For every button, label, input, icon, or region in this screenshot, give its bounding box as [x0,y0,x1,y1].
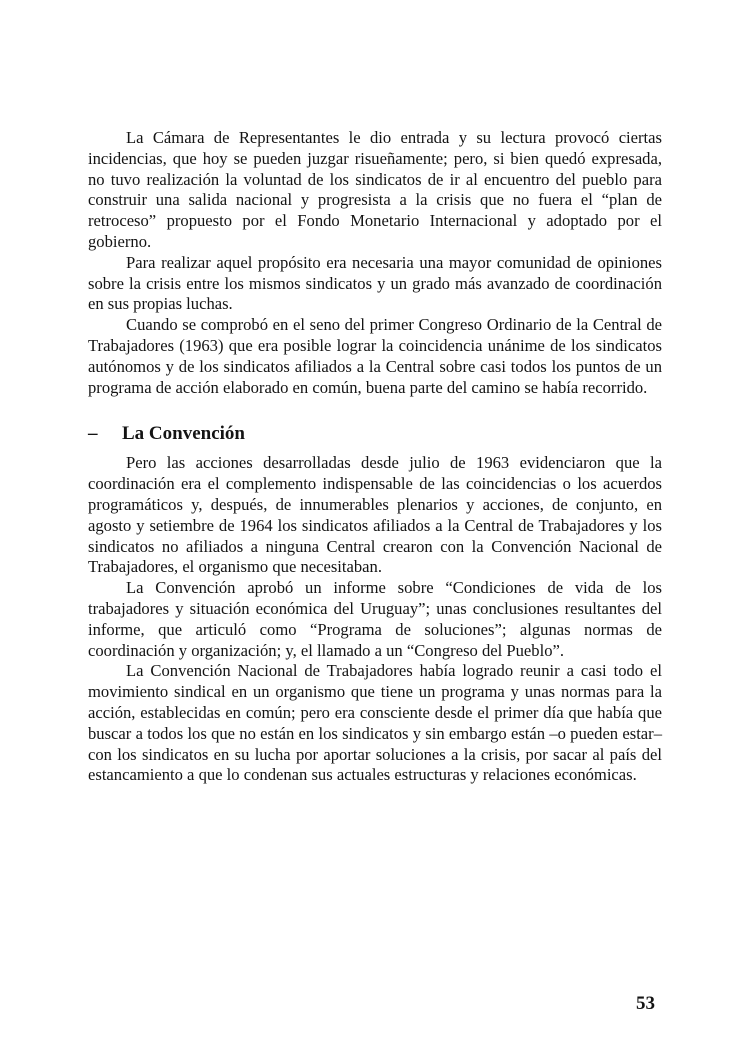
page-number: 53 [636,993,655,1014]
paragraph: La Convención aprobó un informe sobre “Condiciones de vida de los trabajadores y situación económica del Uruguay”; unas conclusiones resultantes del informe, que articuló como “Programa de soluciones”; algunas normas de coordinación y organización; y, el llamado a un “Congreso del Pueblo”. [88,578,662,660]
paragraph: Cuando se comprobó en el seno del primer Congreso Ordinario de la Central de Trabajadores (1963) que era posible lograr la coincidencia unánime de los sindicatos autónomos y de los sindicatos afiliados a la Central sobre casi todos los puntos de un programa de acción elaborado en común, buena parte del camino se había recorrido. [88,315,662,397]
paragraph: La Cámara de Representantes le dio entrada y su lectura provocó ciertas incidencias, que hoy se pueden juzgar risueñamente; pero, si bien quedó expresada, no tuvo realización la voluntad de los sindicatos de ir al encuentro del pueblo para construir una salida nacional y progresista a la crisis que no fuera el “plan de retroceso” propuesto por el Fondo Monetario Internacional y adoptado por el gobierno. [88,128,662,251]
section-heading [88,419,662,449]
section-title: La Convención [122,423,245,445]
paragraph: La Convención Nacional de Trabajadores había logrado reunir a casi todo el movimiento sindical en un organismo que tiene un programa y unas normas para la acción, establecidas en común; pero era consciente desde el primer día que había que buscar a todos los que no están en los sindicatos y sin embargo están –o pueden estar– con los sindicatos en su lucha por aportar soluciones a la crisis, por sacar al país del estancamiento a que lo condenan sus actuales estructuras y relaciones económicas. [88,661,662,785]
section-dash: – [88,423,98,445]
paragraph: Pero las acciones desarrolladas desde julio de 1963 evidenciaron que la coordinación era el complemento indispensable de las coincidencias o los acuerdos programáticos y, después, de innumerables plenarios y acciones, de conjunto, en agosto y setiembre de 1964 los sindicatos afiliados a la Central de Trabajadores y los sindicatos no afiliados a ninguna Central crearon con la Convención Nacional de Trabajadores, el organismo que necesitaban. [88,453,662,577]
page-content [88,128,662,786]
paragraph: Para realizar aquel propósito era necesaria una mayor comunidad de opiniones sobre la crisis entre los mismos sindicatos y un grado más avanzado de coordinación en sus propias luchas. [88,252,662,314]
